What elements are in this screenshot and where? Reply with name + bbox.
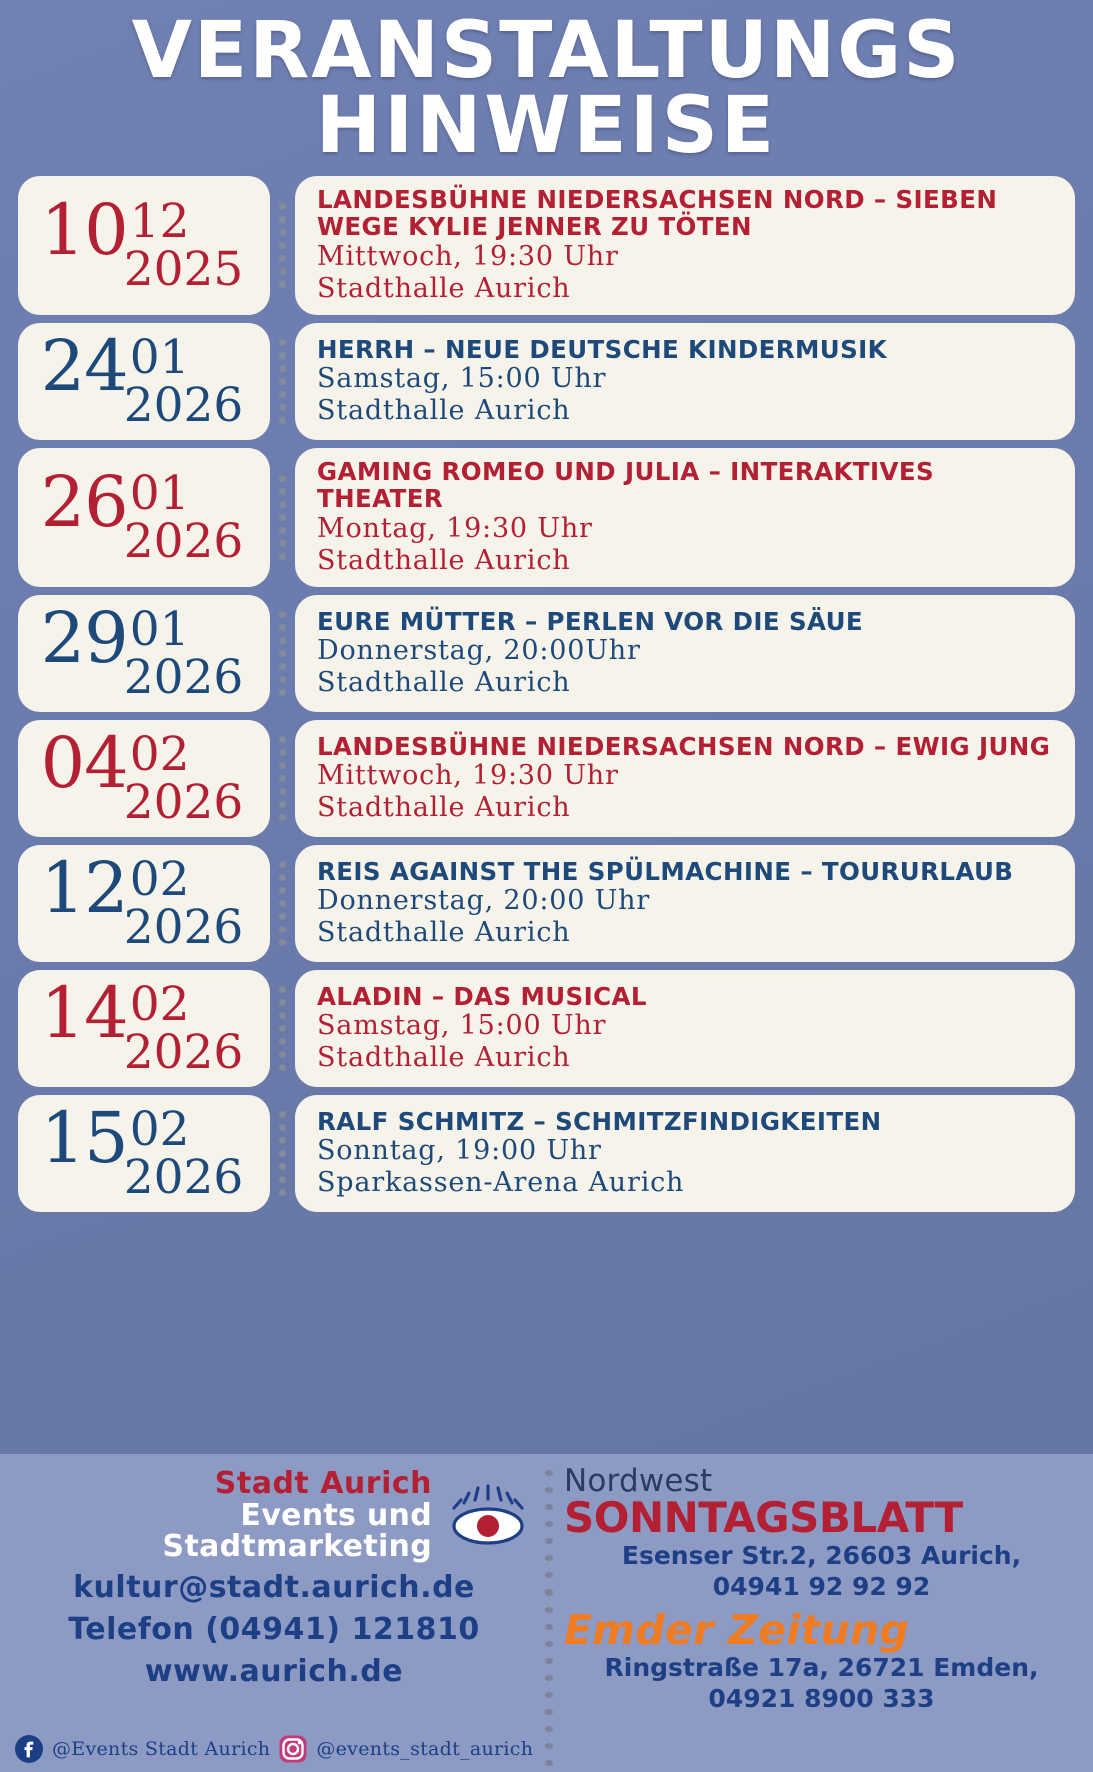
event-row <box>18 323 1075 440</box>
event-title: EURE MÜTTER – PERLEN VOR DIE SÄUE <box>317 606 864 636</box>
event-month: 02 <box>129 852 190 908</box>
emder-zeitung-phone: 04921 8900 333 <box>708 1684 935 1713</box>
event-title: GAMING ROMEO UND JULIA – INTERAKTIVES THEATER <box>317 456 934 514</box>
event-info-card <box>295 970 1075 1087</box>
event-info-card <box>295 176 1075 315</box>
event-separator-dots <box>277 1095 288 1212</box>
event-month: 12 <box>129 193 190 249</box>
event-row <box>18 176 1075 315</box>
event-day: 12 <box>40 847 128 930</box>
event-title: HERRH – NEUE DEUTSCHE KINDERMUSIK <box>317 334 888 364</box>
event-day: 24 <box>40 324 128 407</box>
event-venue: Stadthalle Aurich <box>317 792 571 824</box>
event-row <box>18 845 1075 962</box>
event-day: 15 <box>40 1097 128 1180</box>
event-date-card <box>18 323 270 440</box>
organizer-department: Events und Stadtmarketing <box>162 1497 432 1564</box>
event-separator-dots <box>277 448 288 587</box>
event-year: 2026 <box>123 377 244 433</box>
event-date-card <box>18 845 270 962</box>
event-year: 2026 <box>123 1024 244 1080</box>
emder-zeitung-address: Ringstraße 17a, 26721 Emden, <box>604 1653 1039 1682</box>
event-year: 2026 <box>123 649 244 705</box>
footer-sponsors <box>564 1464 1079 1766</box>
sonntagsblatt-address: Esenser Str.2, 26603 Aurich, <box>621 1541 1022 1570</box>
organizer-phone: Telefon (04941) 121810 <box>68 1611 480 1647</box>
event-month: 01 <box>129 466 190 522</box>
event-row <box>18 595 1075 712</box>
event-venue: Stadthalle Aurich <box>317 545 571 577</box>
event-row <box>18 448 1075 587</box>
event-title: ALADIN – DAS MUSICAL <box>317 981 647 1011</box>
event-separator-dots <box>277 845 288 962</box>
event-year: 2026 <box>123 1149 244 1205</box>
organizer-website[interactable]: www.aurich.de <box>144 1653 404 1689</box>
event-day: 26 <box>40 461 128 544</box>
event-date-card <box>18 970 270 1087</box>
event-time: Samstag, 15:00 Uhr <box>317 363 607 395</box>
event-date-card <box>18 720 270 837</box>
event-day: 10 <box>40 188 128 271</box>
aurich-eye-logo-icon <box>442 1484 534 1546</box>
event-day: 04 <box>40 722 128 805</box>
event-list <box>0 170 1093 1454</box>
event-venue: Stadthalle Aurich <box>317 917 571 949</box>
event-info-card <box>295 720 1075 837</box>
event-time: Donnerstag, 20:00Uhr <box>317 635 641 667</box>
event-month: 02 <box>129 1102 190 1158</box>
event-month: 02 <box>129 977 190 1033</box>
event-day: 29 <box>40 597 128 680</box>
event-info-card <box>295 845 1075 962</box>
page-title <box>0 0 1093 170</box>
facebook-handle: @Events Stadt Aurich <box>52 1738 271 1760</box>
event-date-card <box>18 1095 270 1212</box>
event-year: 2026 <box>123 899 244 955</box>
organizer-name: Stadt Aurich <box>214 1466 432 1501</box>
event-venue: Sparkassen-Arena Aurich <box>317 1167 685 1199</box>
event-time: Donnerstag, 20:00 Uhr <box>317 885 651 917</box>
facebook-icon[interactable] <box>14 1734 44 1764</box>
footer-organizer <box>14 1464 534 1766</box>
event-date-card <box>18 595 270 712</box>
instagram-handle: @events_stadt_aurich <box>316 1738 534 1760</box>
event-title: REIS AGAINST THE SPÜLMACHINE – TOURURLAUB <box>317 856 1014 886</box>
event-venue: Stadthalle Aurich <box>317 395 571 427</box>
organizer-email[interactable]: kultur@stadt.aurich.de <box>73 1569 475 1605</box>
event-venue: Stadthalle Aurich <box>317 272 571 304</box>
sonntagsblatt-phone: 04941 92 92 92 <box>712 1572 931 1601</box>
event-time: Sonntag, 19:00 Uhr <box>317 1135 602 1167</box>
event-info-card <box>295 323 1075 440</box>
event-info-card <box>295 1095 1075 1212</box>
event-month: 01 <box>129 602 190 658</box>
sonntagsblatt-logo: SONNTAGSBLATT <box>564 1493 963 1542</box>
event-row <box>18 720 1075 837</box>
event-venue: Stadthalle Aurich <box>317 1042 571 1074</box>
event-date-card <box>18 176 270 315</box>
event-separator-dots <box>277 970 288 1087</box>
event-year: 2026 <box>123 513 244 569</box>
event-separator-dots <box>277 720 288 837</box>
title-line-2: HINWEISE <box>315 80 778 171</box>
event-time: Montag, 19:30 Uhr <box>317 513 593 545</box>
title-line-1: VERANSTALTUNGS <box>131 6 962 96</box>
organizer-brand <box>14 1468 534 1563</box>
event-venue: Stadthalle Aurich <box>317 667 571 699</box>
event-date-card <box>18 448 270 587</box>
event-year: 2025 <box>123 241 244 297</box>
event-title: RALF SCHMITZ – SCHMITZFINDIGKEITEN <box>317 1106 882 1136</box>
event-day: 14 <box>40 972 128 1055</box>
event-row <box>18 1095 1075 1212</box>
instagram-icon[interactable] <box>278 1734 308 1764</box>
event-separator-dots <box>277 595 288 712</box>
event-title: LANDESBÜHNE NIEDERSACHSEN NORD – EWIG JUNG <box>317 731 1051 761</box>
event-month: 01 <box>129 329 190 385</box>
event-info-card <box>295 595 1075 712</box>
emder-zeitung-logo: Emder Zeitung <box>564 1606 910 1654</box>
event-time: Mittwoch, 19:30 Uhr <box>317 760 619 792</box>
event-time: Samstag, 15:00 Uhr <box>317 1010 607 1042</box>
sonntagsblatt-prefix: Nordwest <box>564 1463 713 1499</box>
event-year: 2026 <box>123 774 244 830</box>
event-title: LANDESBÜHNE NIEDERSACHSEN NORD – SIEBEN WEGE KYLIE JENNER ZU TÖTEN <box>317 184 998 242</box>
footer-divider-dots <box>542 1464 556 1766</box>
event-row <box>18 970 1075 1087</box>
event-info-card <box>295 448 1075 587</box>
event-separator-dots <box>277 323 288 440</box>
footer <box>0 1454 1093 1772</box>
event-month: 02 <box>129 727 190 783</box>
social-links <box>14 1734 533 1764</box>
event-time: Mittwoch, 19:30 Uhr <box>317 241 619 273</box>
event-separator-dots <box>277 176 288 315</box>
